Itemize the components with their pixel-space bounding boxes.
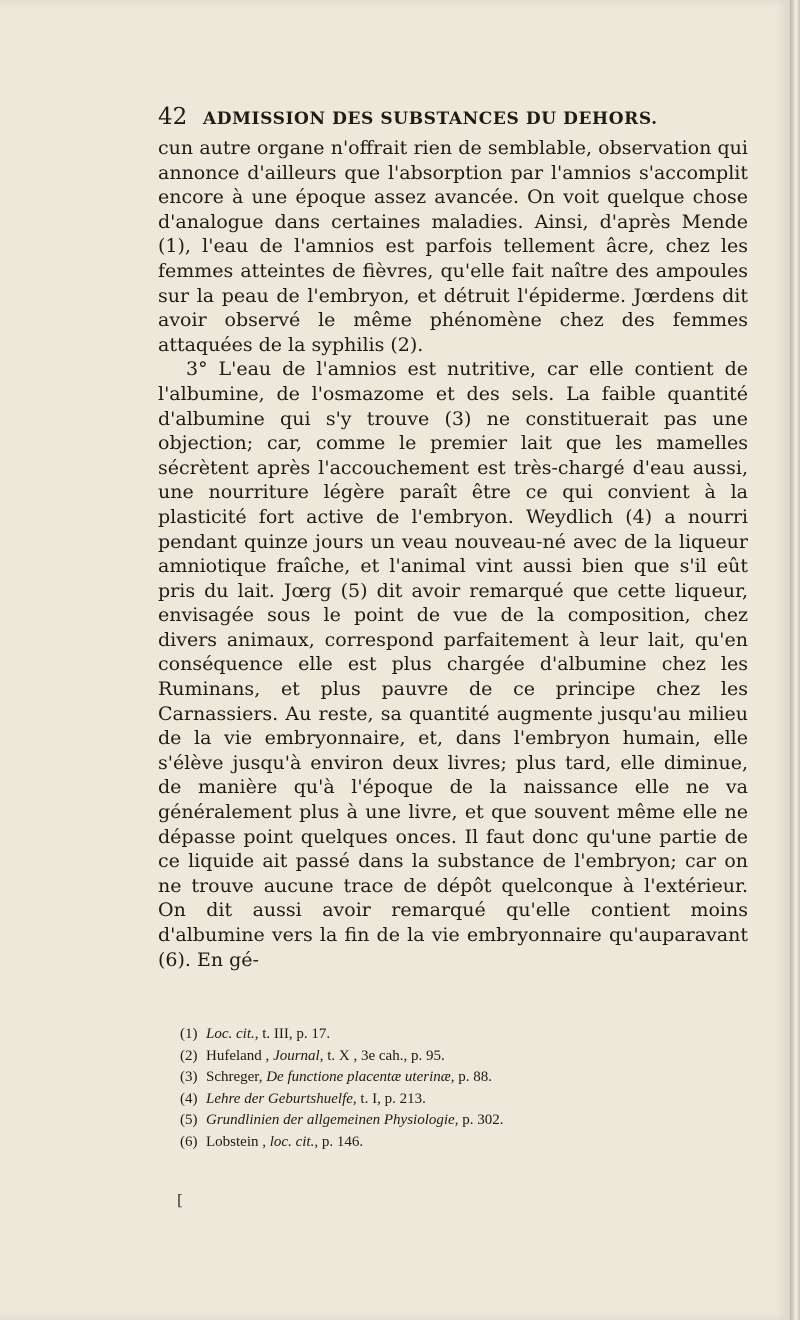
footnote-reference: , p. 302. <box>454 1112 504 1128</box>
page-header <box>158 104 758 134</box>
footnote-number: (1) <box>180 1026 198 1042</box>
footnote-title: Journal <box>273 1047 320 1064</box>
footnote <box>180 1110 740 1132</box>
footnote-number: (2) <box>180 1047 198 1064</box>
footnote-reference: , t. III, p. 17. <box>254 1026 331 1042</box>
paragraph: cun autre organe n'offrait rien de semblable, observation qui annonce d'ailleurs que l'absorption par l'amnios s'accomplit encore à une époque assez avancée. On voit quelque chose d'analogue dans certaines maladies. Ainsi, d'après Mende (1), l'eau de l'amnios est parfois tellement âcre, chez les femmes atteintes de fièvres, qu'elle fait naître des ampoules sur la peau de l'embryon, et détruit l'épiderme. Jœrdens dit avoir observé le même phénomène chez des femmes attaquées de la syphilis (2). <box>158 137 748 356</box>
footnote-number: (3) <box>180 1069 198 1085</box>
paragraph: 3° L'eau de l'amnios est nutritive, car elle contient de l'albumine, de l'osmazome et des sels. La faible quantité d'albumine qui s'y trouve (3) ne constituerait pas une objection; car, comme le premier lait que les mamelles sécrètent après l'accouchement est très-chargé d'eau aussi, une nourriture légère paraît être ce qui convient à la plasticité fort active de l'embryon. Weydlich (4) a nourri pendant quinze jours un veau nouveau-né avec de la liqueur amniotique fraîche, et l'animal vint aussi bien que s'il eût pris du lait. Jœrg (5) dit avoir remarqué que cette liqueur, envisagée sous le point de vue de la composition, chez divers animaux, correspond parfaitement à leur lait, qu'en conséquence elle est plus chargée d'albumine chez les Ruminans, et plus pauvre de ce principe chez les Carnassiers. Au reste, sa quantité augmente jusqu'au milieu de la vie embryonnaire, et, dans l'embryon humain, elle s'élève jusqu'à environ deux livres; plus tard, elle diminue, de manière qu'à l'époque de la naissance elle ne va généralement plus à une livre, et que souvent même elle ne dépasse point quelques onces. Il faut donc qu'une partie de ce liquide ait passé dans la substance de l'embryon; car on ne trouve aucune trace de dépôt quelconque à l'extérieur. On dit aussi avoir remarqué qu'elle contient moins d'albumine vers la fin de la vie embryonnaire qu'auparavant (6). En gé- <box>158 358 748 971</box>
margin-bracket: [ <box>177 1191 183 1209</box>
footnote-author: Schreger, <box>206 1069 267 1085</box>
footnote <box>180 1024 740 1046</box>
footnote-number: (5) <box>180 1112 198 1128</box>
footnote-reference: , p. 88. <box>450 1069 493 1085</box>
footnote-reference: , t. I, p. 213. <box>352 1090 426 1107</box>
footnote-title: loc. cit. <box>269 1133 315 1150</box>
body-text <box>158 136 748 972</box>
footnote-reference: , p. 146. <box>314 1133 364 1150</box>
footnotes <box>180 1024 740 1153</box>
page-number: 42 <box>158 104 188 130</box>
footnote-title: De functione placentæ uterinæ <box>266 1069 451 1085</box>
footnote <box>180 1067 740 1089</box>
footnote-title: Lehre der Geburtshuelfe <box>206 1090 353 1107</box>
running-head: ADMISSION DES SUBSTANCES DU DEHORS. <box>203 109 658 129</box>
footnote <box>180 1089 740 1111</box>
footnote-reference: , t. X , 3e cah., p. 95. <box>319 1047 445 1064</box>
page-edge <box>790 0 800 1320</box>
footnote-title: Loc. cit. <box>206 1026 255 1042</box>
footnote-title: Grundlinien der allgemeinen Physiologie <box>206 1112 455 1128</box>
footnote-number: (4) <box>180 1090 198 1107</box>
footnote-number: (6) <box>180 1133 198 1150</box>
footnote <box>180 1046 740 1068</box>
footnote-author: Lobstein , <box>206 1133 270 1150</box>
footnote <box>180 1132 740 1154</box>
footnote-author: Hufeland , <box>206 1047 274 1064</box>
